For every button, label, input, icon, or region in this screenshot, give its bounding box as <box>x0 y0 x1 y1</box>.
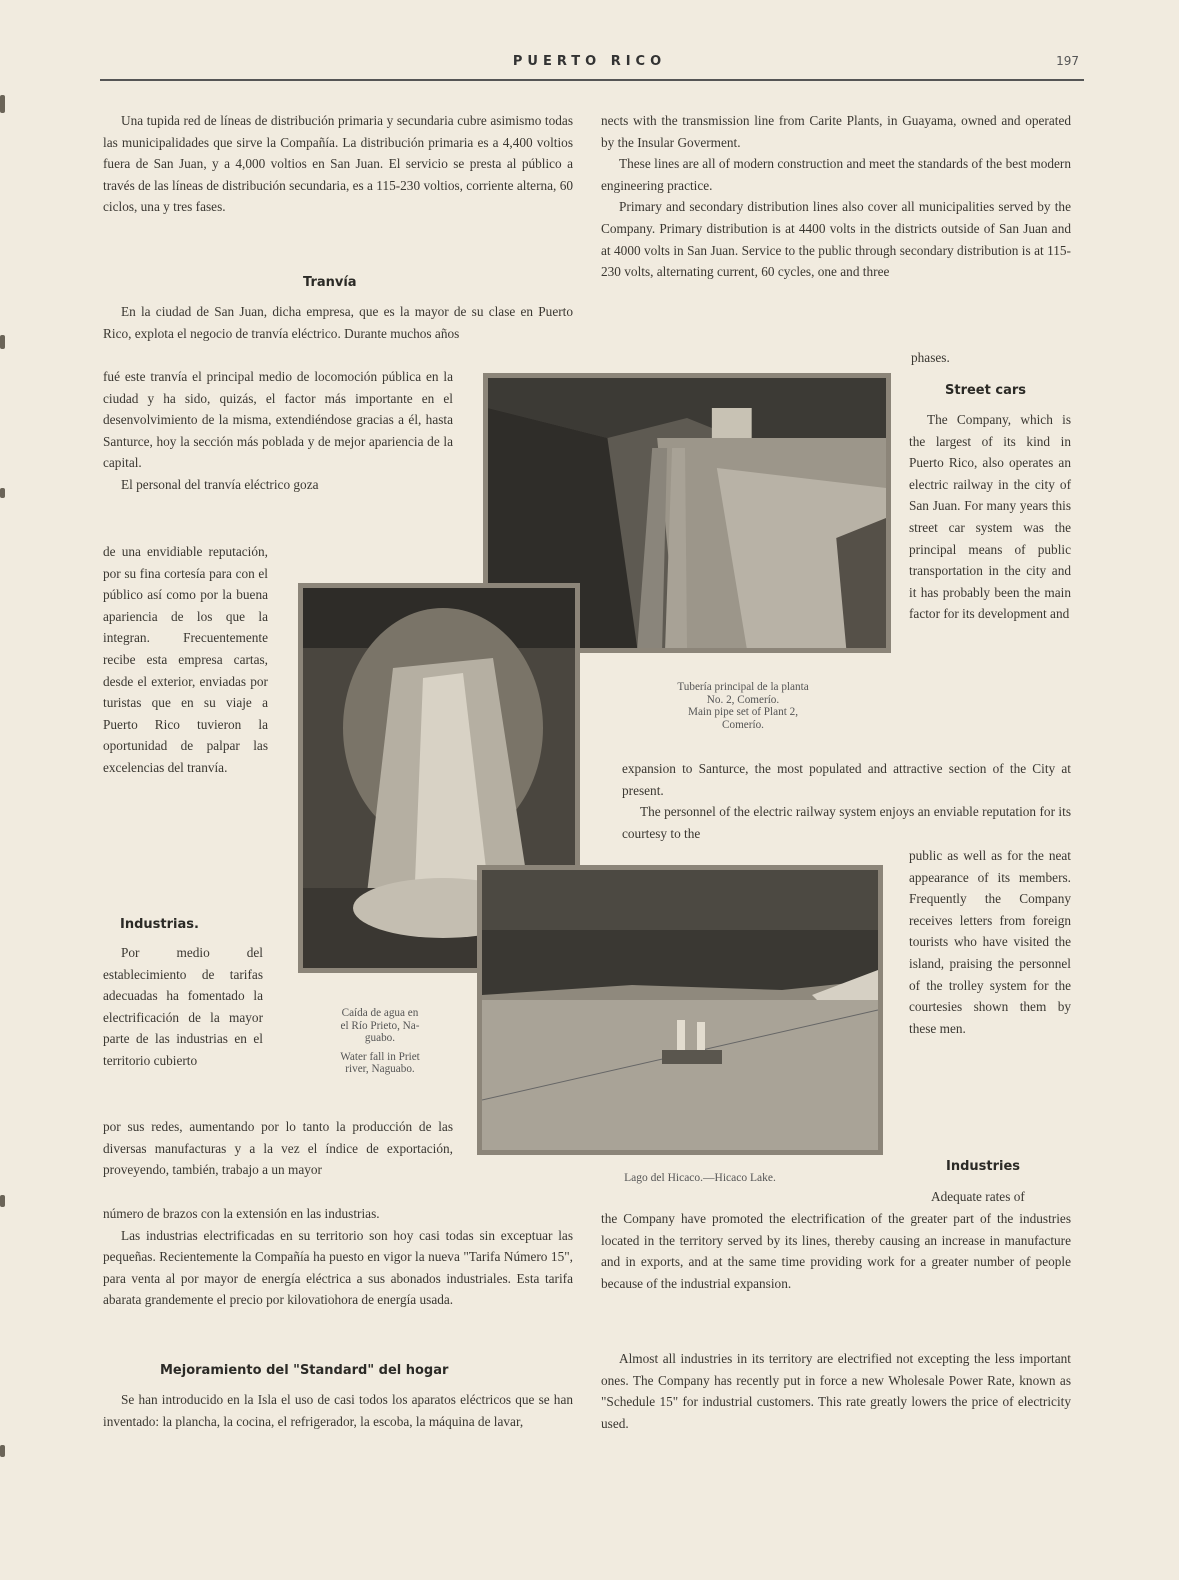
industrias-paragraph-bottom: número de brazos con la extensión en las industrias. Las industrias electrificadas en su territorio son hoy casi todas sin exceptuar las pequeñas. Recientemente la Compañía ha puesto en vigor la nueva "Tarifa Número 15", para venta al por mayor de energía eléctrica a sus abonados industriales. Esta tarifa abarata grandemente el precio por kilovatiohora de energía usada. <box>103 1206 573 1308</box>
binding-mark <box>0 335 5 349</box>
hogar-paragraph: Se han introducido en la Isla el uso de casi todos los aparatos eléctricos que se han inventado: la plancha, la cocina, el refrigerador, la escoba, la máquina de lavar, <box>103 1392 573 1429</box>
binding-mark <box>0 488 5 498</box>
tranvia-heading: Tranvía <box>303 275 357 290</box>
industries-paragraph-second: Almost all industries in its territory are electrified not excepting the less important ones. The Company has recently put in force a new Wholesale Power Rate, known as "Schedule 15" for industrial customers. This rate greatly lowers the price of electricity used. <box>601 1351 1071 1431</box>
industries-heading: Industries <box>946 1159 1021 1174</box>
industries-paragraph-narrow: Adequate rates of <box>931 1189 1025 1204</box>
industrias-paragraph-narrow: Por medio del establecimiento de tarifas adecuadas ha fomentado la electrificación de la mayor parte de las industrias en el territorio cubierto <box>103 945 263 1068</box>
industrias-heading: Industrias. <box>120 917 199 932</box>
tranvia-paragraph-middle: fué este tranvía el principal medio de locomoción pública en la ciudad y ha sido, quizás, el factor más importante en el desenvolvimiento de la misma, extendiéndose gracias a él, hasta Santurce, hoy la sección más poblada y de mejor apariencia de la capital. El personal del tranvía eléctrico goza <box>103 369 453 492</box>
running-header: PUERTO RICO <box>512 54 667 69</box>
street-cars-heading: Street cars <box>945 383 1026 398</box>
intro-paragraph-en: nects with the transmission line from Carite Plants, in Guayama, owned and operated by the Insular Goverment. These lines are all of modern construction and meet the standards of the best modern engineering practice. Primary and secondary distribution lines also cover all municipalities served by the Company. Primary distribution is at 4400 volts in the districts outside of San Juan and at 4000 volts in San Juan. Service to the public through secondary distribution is at 115-230 volts, alternating current, 60 cycles, one and three <box>601 113 1071 280</box>
binding-mark <box>0 1195 5 1207</box>
binding-mark <box>0 1445 5 1457</box>
industrias-paragraph-middle: por sus redes, aumentando por lo tanto la producción de las diversas manufacturas y a la vez el índice de exportación, proveyendo, también, trabajo a un mayor <box>103 1119 453 1178</box>
street-cars-paragraph-second: public as well as for the neat appearance of its members. Frequently the Company receives letters from foreign tourists who have visited the island, praising the personnel of the trolley system for the courtesies shown them by these men. <box>909 848 1071 1036</box>
hogar-heading: Mejoramiento del "Standard" del hogar <box>160 1363 449 1378</box>
phases-line: phases. <box>911 350 950 365</box>
header-rule <box>100 79 1084 81</box>
industries-paragraph-wide: the Company have promoted the electrification of the greater part of the industries located in the territory served by its lines, thereby causing an increase in manufacture and in exports, and at the same time providing work for a greater number of people because of the industrial expansion. <box>601 1211 1071 1291</box>
street-cars-paragraph-wide: expansion to Santurce, the most populated and attractive section of the City at present. The personnel of the electric railway system enjoys an enviable reputation for its courtesy to the <box>622 761 1071 841</box>
street-cars-paragraph-narrow: The Company, which is the largest of its kind in Puerto Rico, also operates an electric railway in the city of San Juan. For many years this street car system was the principal means of public transportation in the city and it has probably been the main factor for its development and <box>909 412 1071 622</box>
tranvia-paragraph-top: En la ciudad de San Juan, dicha empresa, que es la mayor de su clase en Puerto Rico, explota el negocio de tranvía eléctrico. Durante muchos años <box>103 304 573 341</box>
intro-paragraph-es: Una tupida red de líneas de distribución primaria y secundaria cubre asimismo todas las municipalidades que sirve la Compañía. La distribución primaria es a 4,400 voltios fuera de San Juan, y a 4,000 voltios en San Juan. El servicio se presta al público a través de las líneas de distribución secundaria, es a 115-230 voltios, corriente alterna, 60 ciclos, una y tres fases. <box>103 113 573 215</box>
lake-photo <box>477 865 883 1155</box>
binding-mark <box>0 95 5 113</box>
lake-caption: Lago del Hicaco.—Hicaco Lake. <box>624 1172 776 1184</box>
waterfall-caption: Caída de agua en el Río Prieto, Na- guabo. Water fall in Priet river, Naguabo. <box>340 1007 420 1075</box>
page-number: 197 <box>1056 54 1079 68</box>
pipe-caption: Tubería principal de la planta No. 2, Comerío. Main pipe set of Plant 2, Comerío. <box>677 681 809 731</box>
tranvia-paragraph-narrow: de una envidiable reputación, por su fina cortesía para con el público así como por la buena apariencia de los que la integran. Frecuentemente recibe esta empresa cartas, desde el exterior, enviadas por turistas que en su viaje a Puerto Rico tuvieron la oportunidad de palpar las excelencias del tranvía. <box>103 544 268 775</box>
